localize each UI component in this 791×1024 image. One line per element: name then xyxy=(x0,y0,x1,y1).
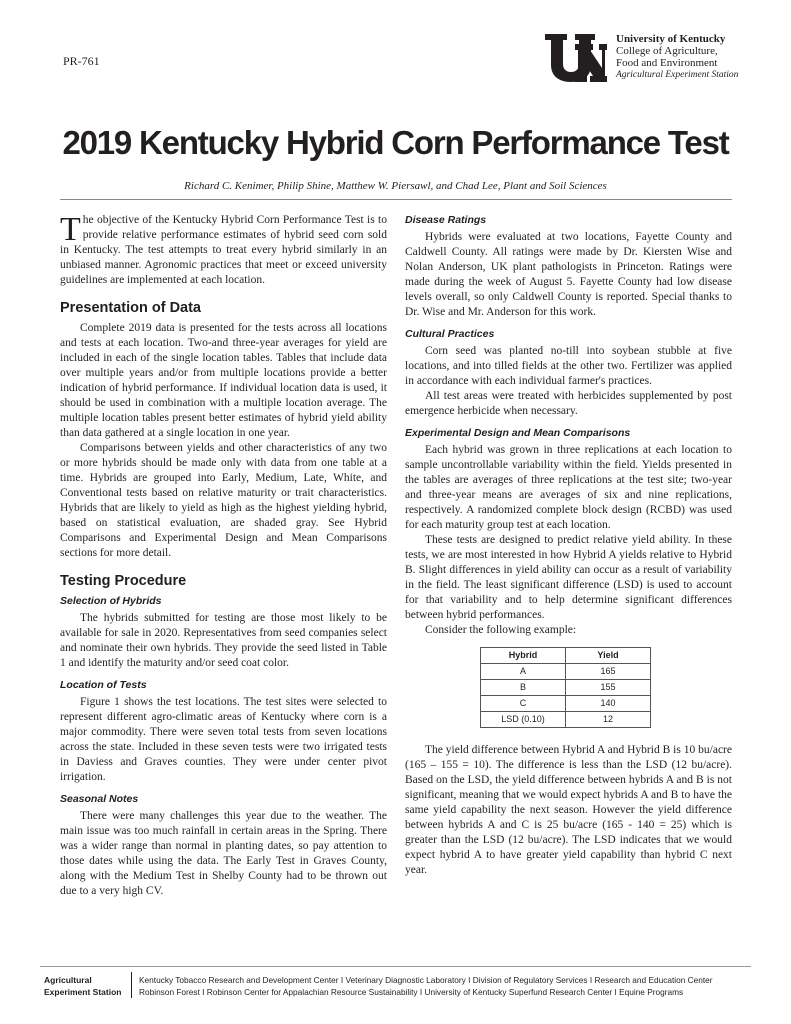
table-row xyxy=(481,680,651,696)
footer-divider xyxy=(40,966,751,967)
table-row xyxy=(481,712,651,728)
table-cell: C xyxy=(481,696,566,712)
footer-programs xyxy=(139,974,713,998)
design-paragraph-3: Consider the following example: xyxy=(425,624,577,636)
intro-paragraph xyxy=(60,213,387,288)
college-line-2: Food and Environment xyxy=(616,57,718,69)
table-header-hybrid: Hybrid xyxy=(481,648,566,664)
uk-logo xyxy=(545,34,607,82)
selection-heading: Selection of Hybrids xyxy=(60,595,162,607)
cultural-paragraph-2: All test areas were treated with herbicides supplemented by post emergence herbicide when necessary. xyxy=(405,390,732,417)
authors-line: Richard C. Kenimer, Philip Shine, Matthew W. Piersawl, and Chad Lee, Plant and Soil Sciences xyxy=(184,180,607,192)
institution-block xyxy=(616,33,738,81)
disease-paragraph: Hybrids were evaluated at two locations, Fayette County and Caldwell County. All ratings were made by Dr. Kiersten Wise and Nolan Anderson, UK plant pathologists in Princeton. Ratings were made during the week of August 5. Fayette County had low disease levels overall, so only Caldwell County is reported. Special thanks to Dr. Wise and Mr. Anderson for this work. xyxy=(405,231,732,318)
testing-heading: Testing Procedure xyxy=(60,573,187,589)
presentation-paragraph-2: Comparisons between yields and other characteristics of any two or more hybrids should be made only with data from one table at a time. Hybrids are grouped into Early, Medium, Late, White, and Conventional tests based on relative maturity or trait characteristics. Hybrids that are likely to yield as high as the highest yielding hybrid, based on statistical evaluation, are shaded gray. See Hybrid Comparisons and Experimental Design and Mean Comparisons sections for more detail. xyxy=(60,442,387,559)
footer-left-line-2: Experiment Station xyxy=(44,987,122,997)
right-column xyxy=(405,213,732,878)
cultural-heading: Cultural Practices xyxy=(405,328,495,340)
footer-right-line-2: Robinson Forest I Robinson Center for Appalachian Resource Sustainability I University of Kentucky Superfund Research Center I Equine Programs xyxy=(139,987,684,997)
table-cell: 165 xyxy=(566,664,651,680)
table-row xyxy=(481,696,651,712)
table-cell: LSD (0.10) xyxy=(481,712,566,728)
cultural-paragraph-1: Corn seed was planted no-till into soybean stubble at five locations, and into tilled fields at the other two. Fertilizer was applied in accordance with each individual farmer's practices. xyxy=(405,345,732,387)
table-row xyxy=(481,664,651,680)
university-name: University of Kentucky xyxy=(616,33,726,45)
example-table xyxy=(480,647,651,728)
left-column xyxy=(60,213,387,899)
page-title: 2019 Kentucky Hybrid Corn Performance Test xyxy=(62,124,729,161)
drop-cap: T xyxy=(60,211,81,248)
design-paragraph-1: Each hybrid was grown in three replications at each location to sample uncontrollable variability within the field. Yields presented in the tables are averages of three replications at the test site; two-year and three-year means are averages of six and nine replications, respectively. A randomized complete block design (RCBD) was used for each maturity group test at each location. xyxy=(405,444,732,531)
footer-right-line-1: Kentucky Tobacco Research and Development Center I Veterinary Diagnostic Laboratory I Division of Regulatory Services I Research and Education Center xyxy=(139,975,713,985)
table-cell: 12 xyxy=(566,712,651,728)
table-header-yield: Yield xyxy=(566,648,651,664)
table-cell: 155 xyxy=(566,680,651,696)
intro-text: he objective of the Kentucky Hybrid Corn Performance Test is to provide relative performance estimates of hybrid seed corn sold in Kentucky. The test attempts to treat every hybrid similarly in an unbiased manner. Agronomic practices that meet or exceed university guidelines are implemented at each location. xyxy=(60,214,387,286)
table-cell: A xyxy=(481,664,566,680)
location-paragraph: Figure 1 shows the test locations. The test sites were selected to represent different agro-climatic areas of Kentucky where corn is a major commodity. There were seven total tests from seven locations across the state. Included in these seven tests were two irrigated tests in Daviess and Graves counties. They were under center pivot irrigation. xyxy=(60,696,387,783)
design-paragraph-4: The yield difference between Hybrid A and Hybrid B is 10 bu/acre (165 – 155 = 10). The difference is less than the LSD (12 bu/acre). Based on the LSD, the yield difference between hybrids A and B is not significant, meaning that we would expect hybrids A and B to have the same yield capability the next season. However the yield difference between hybrids A and C is 25 bu/acre (165 - 140 = 25) which is greater than the LSD (12 bu/acre). The LSD indicates that we would expect hybrid A to have greater yield capability than hybrid C next year. xyxy=(405,744,732,876)
disease-heading: Disease Ratings xyxy=(405,214,487,226)
seasonal-heading: Seasonal Notes xyxy=(60,793,139,805)
footer-station xyxy=(44,974,121,998)
presentation-paragraph-1: Complete 2019 data is presented for the tests across all locations and tests at each location. Two-and three-year averages for yield are included in each of the single location tables. Tables that include data over multiple years and/or from multiple locations provide a better indication of hybrid performance. If individual location data is used, it should be used in combination with a multiple location average. The multiple location tables present better estimates of hybrid yield ability than data gathered at a single location in one year. xyxy=(60,322,387,439)
college-line-1: College of Agriculture, xyxy=(616,45,718,57)
table-header-row xyxy=(481,648,651,664)
station-name: Agricultural Experiment Station xyxy=(616,70,739,80)
seasonal-paragraph: There were many challenges this year due to the weather. The main issue was too much rainfall in certain areas in the Spring. There was a wider range than normal in planting dates, so pay attention to those dates while using the data. The Early Test in Graves County, along with the Medium Test in Shelby County had to be thrown out due to a very high CV. xyxy=(60,810,387,897)
design-heading: Experimental Design and Mean Comparisons xyxy=(405,427,631,439)
publication-number: PR-761 xyxy=(63,54,100,68)
footer-separator xyxy=(131,972,132,998)
location-heading: Location of Tests xyxy=(60,679,147,691)
title-divider xyxy=(60,199,732,200)
presentation-heading: Presentation of Data xyxy=(60,300,201,316)
table-cell: 140 xyxy=(566,696,651,712)
design-paragraph-2: These tests are designed to predict relative yield ability. In these tests, we are most interested in how Hybrid A yields relative to Hybrid B. Slight differences in yield ability can occur as a result of variability in the field. The least significant difference (LSD) is used to account for that variability and to help determine significant differences between hybrid performances. xyxy=(405,534,732,621)
table-cell: B xyxy=(481,680,566,696)
selection-paragraph: The hybrids submitted for testing are those most likely to be available for sale in 2020. Representatives from seed companies select and nominate their own hybrids. They provide the seed listed in Table 1 and identify the maturity and/or seed coat color. xyxy=(60,612,387,669)
footer-left-line-1: Agricultural xyxy=(44,975,92,985)
